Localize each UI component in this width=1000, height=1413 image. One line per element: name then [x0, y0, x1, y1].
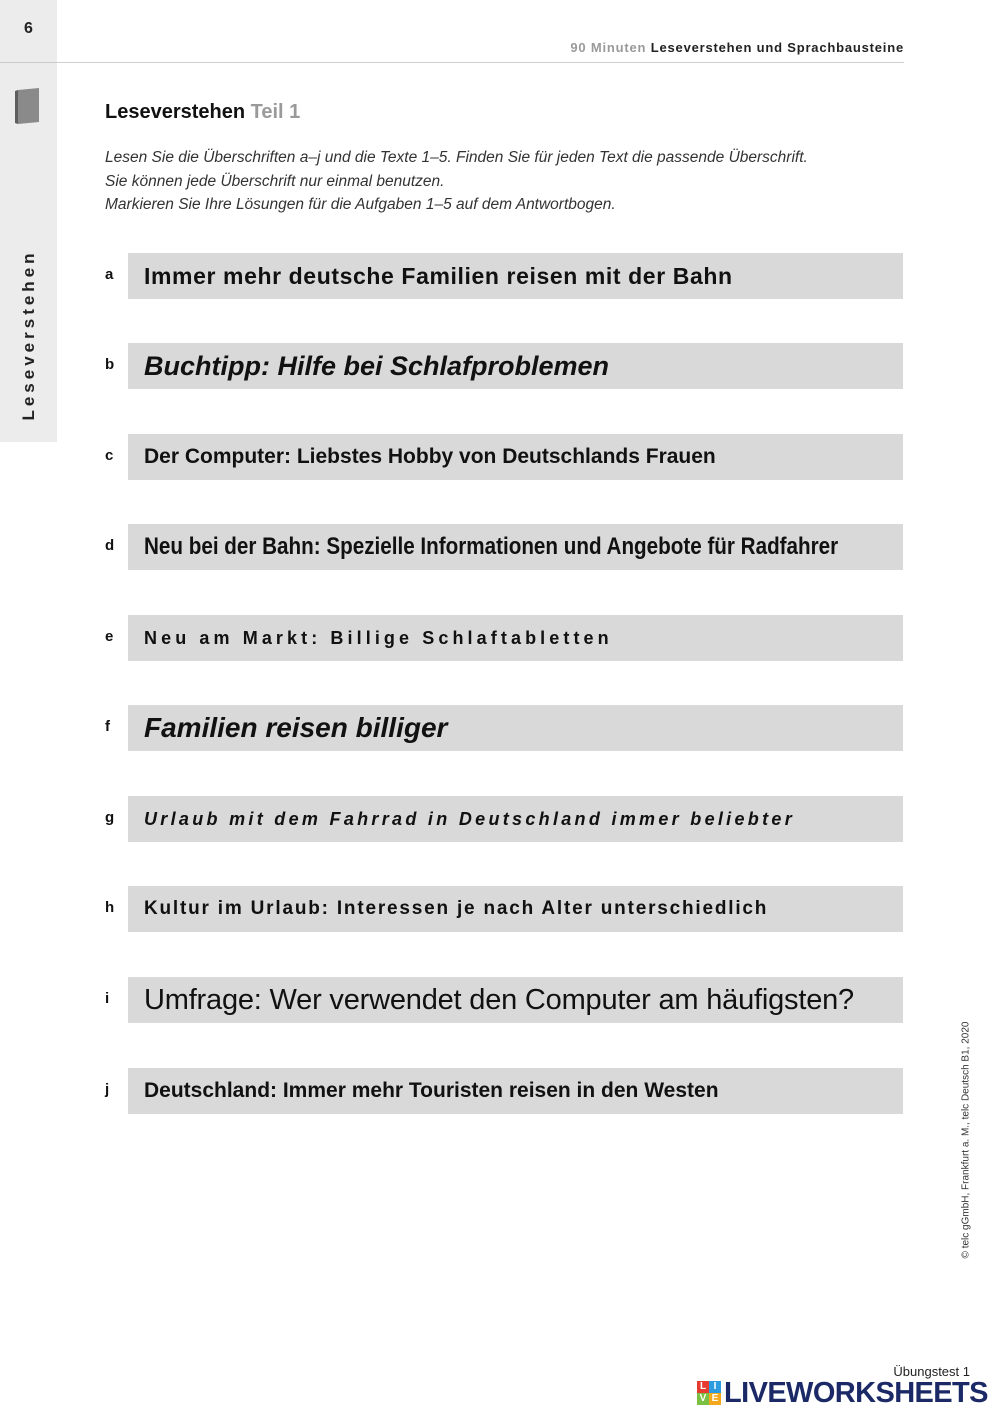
- section-title: [105, 101, 300, 124]
- headline-bar: [128, 977, 903, 1023]
- headline-bar: [128, 705, 903, 751]
- headline-text: Immer mehr deutsche Familien reisen mit der Bahn: [144, 263, 733, 289]
- headline-row-e: [0, 615, 1000, 661]
- headline-bar: [128, 434, 903, 480]
- headline-row-c: [0, 434, 1000, 480]
- headline-letter: f: [105, 718, 110, 735]
- headline-bar: [128, 1068, 903, 1114]
- page-header: [570, 40, 904, 55]
- headline-text: Urlaub mit dem Fahrrad in Deutschland immer beliebter: [144, 809, 796, 829]
- headline-bar: [128, 343, 903, 389]
- headline-row-d: [0, 524, 1000, 570]
- headline-row-b: [0, 343, 1000, 389]
- headline-letter: b: [105, 356, 115, 373]
- instruction-line: Markieren Sie Ihre Lösungen für die Aufgaben 1–5 auf dem Antwortbogen.: [105, 196, 616, 213]
- logo-text: LIVEWORKSHEETS: [724, 1377, 988, 1409]
- instruction-line: Sie können jede Überschrift nur einmal benutzen.: [105, 172, 445, 190]
- copyright-notice: © telc gGmbH, Frankfurt a. M., telc Deutsch B1, 2020: [960, 1021, 972, 1259]
- headline-letter: i: [105, 990, 110, 1007]
- headline-bar: [128, 886, 903, 932]
- headline-text: Familien reisen billiger: [144, 712, 448, 743]
- test-label: Übungstest 1: [893, 1364, 970, 1379]
- headline-bar: [128, 524, 903, 570]
- logo-tile: V: [697, 1393, 709, 1405]
- headline-letter: h: [105, 899, 115, 916]
- logo-tile: I: [709, 1381, 721, 1393]
- headline-row-g: [0, 796, 1000, 842]
- headline-letter: g: [105, 809, 115, 826]
- section-title-part: Teil 1: [250, 101, 301, 123]
- headline-bar: [128, 796, 903, 842]
- headline-letter: c: [105, 447, 114, 464]
- headline-row-h: [0, 886, 1000, 932]
- headline-text: Neu bei der Bahn: Spezielle Informationen und Angebote für Radfahrer: [144, 533, 839, 560]
- instruction-line: Lesen Sie die Überschriften a–j und die Texte 1–5. Finden Sie für jeden Text die passende Überschrift.: [105, 149, 808, 166]
- headline-text: Neu am Markt: Billige Schlaftabletten: [144, 628, 613, 648]
- headline-text: Der Computer: Liebstes Hobby von Deutschlands Frauen: [144, 445, 716, 468]
- headline-row-j: [0, 1068, 1000, 1114]
- headline-row-f: [0, 705, 1000, 751]
- headline-bar: [128, 615, 903, 661]
- logo-icon: [697, 1381, 721, 1405]
- header-subject: Leseverstehen und Sprachbausteine: [650, 40, 904, 55]
- book-icon: [15, 88, 41, 124]
- header-minutes: 90 Minuten: [570, 40, 647, 55]
- logo-tile: E: [709, 1393, 721, 1405]
- headline-text: Deutschland: Immer mehr Touristen reisen in den Westen: [144, 1079, 719, 1102]
- headline-row-a: [0, 253, 1000, 299]
- headline-letter: a: [105, 266, 114, 283]
- headline-letter: d: [105, 537, 115, 554]
- side-section-label: Leseverstehen: [19, 249, 38, 421]
- headline-row-i: [0, 977, 1000, 1023]
- headline-text: Kultur im Urlaub: Interessen je nach Alter unterschiedlich: [144, 898, 769, 919]
- headline-letter: e: [105, 628, 114, 645]
- headline-bar: [128, 253, 903, 299]
- liveworksheets-logo[interactable]: [697, 1376, 997, 1410]
- header-divider: [57, 62, 904, 63]
- page-number: 6: [24, 20, 33, 37]
- instructions: [105, 146, 905, 217]
- headline-text: Umfrage: Wer verwendet den Computer am häufigsten?: [144, 984, 854, 1016]
- side-tab-divider: [0, 62, 57, 63]
- headline-letter: j: [105, 1081, 110, 1098]
- logo-tile: L: [697, 1381, 709, 1393]
- section-title-main: Leseverstehen: [105, 101, 246, 123]
- headline-text: Buchtipp: Hilfe bei Schlafproblemen: [144, 351, 610, 381]
